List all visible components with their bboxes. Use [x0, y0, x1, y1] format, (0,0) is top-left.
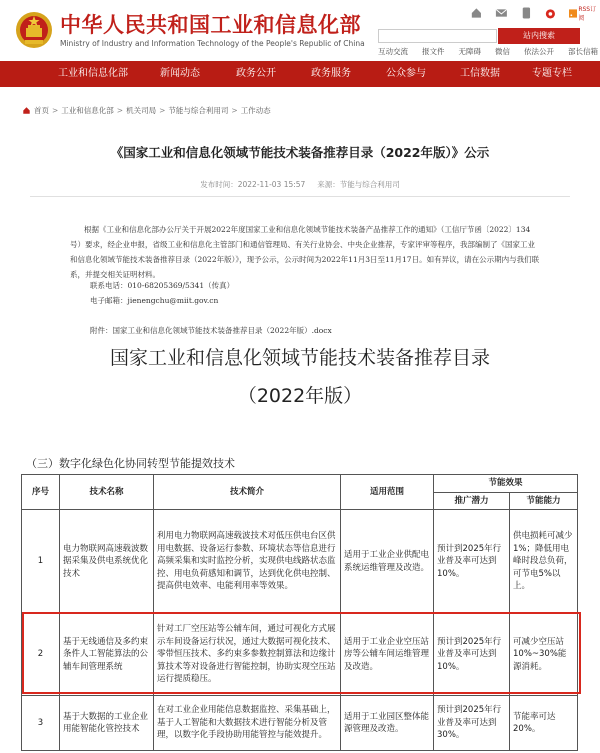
header-name: 技术名称 [60, 475, 154, 510]
divider [30, 196, 570, 197]
article-title: 《国家工业和信息化领域节能技术装备推荐目录（2022年版）》公示 [110, 145, 490, 160]
header-effect: 节能效果 [434, 475, 578, 493]
quick-link[interactable]: 互动交流 [378, 47, 408, 56]
cell-capability: 供电损耗可减少1%；降低用电峰时段总负荷，可节电5%以上。 [510, 510, 578, 614]
section-heading: （三）数字化绿色化协同转型节能提效技术 [26, 457, 235, 470]
article-body: 根据《工业和信息化部办公厅关于开展2022年度国家工业和信息化领域节能技术装备产品推荐工作的通知》（工信厅节函〔2022〕134号）要求，经企业申报，省级工业和信息化主管部门和通信管理局、有关行业协会、中央企业推荐，专家评审等程序，我部编制了《国家工业和信息化领域节能技术装备推荐目录（2022年版）》，现予公示，公示时间为2022年11月3日至11月17日。如有异议，请在公示期内与我们联系，并提交相关证明材料。 [70, 225, 540, 279]
site-search-button[interactable]: 站内搜索 [498, 28, 580, 44]
quick-links [378, 46, 598, 57]
breadcrumb-item[interactable]: 工作动态 [240, 106, 271, 115]
app-icon[interactable] [520, 6, 533, 20]
cell-intro: 针对工厂空压站等公辅车间，通过可视化方式展示车间设备运行状况，通过大数据可视化技术、零带恒压技术、多约束多参数控制算法和边缘计算技术等对设备进行智能控制，协助实现空压站运行提质稳压。 [154, 614, 341, 696]
cell-name: 基于大数据的工业企业用能智能化管控技术 [60, 696, 154, 751]
table-row [22, 614, 578, 696]
chevron-right-icon: > [231, 106, 238, 115]
quick-link[interactable]: 无障碍 [458, 47, 481, 56]
site-subtitle: Ministry of Industry and Information Technology of the People's Republic of China [60, 39, 365, 48]
publish-date: 发布时间：2022-11-03 15:57 [200, 180, 306, 189]
cell-name: 基于无线通信及多约束条件人工智能算法的公辅车间管理系统 [60, 614, 154, 696]
header-potential: 推广潜力 [434, 492, 510, 510]
rss-icon [569, 9, 577, 18]
site-title[interactable]: 中华人民共和国工业和信息化部 [60, 13, 361, 37]
cell-name: 电力物联网高速载波数据采集及供电系统优化技术 [60, 510, 154, 614]
breadcrumb [22, 105, 271, 116]
header-capability: 节能能力 [510, 492, 578, 510]
nav-item-gov-affairs[interactable]: 政务公开 [236, 68, 276, 79]
document-title: 国家工业和信息化领域节能技术装备推荐目录 [109, 347, 490, 369]
cell-potential: 预计到2025年行业普及率可达到10%。 [434, 614, 510, 696]
quick-link[interactable]: 微信 [495, 47, 510, 56]
nav-item-public[interactable]: 公众参与 [386, 68, 426, 79]
cell-scope: 适用于工业企业供配电系统运维管理及改造。 [341, 510, 434, 614]
cell-capability: 节能率可达20%。 [510, 696, 578, 751]
header-intro: 技术简介 [154, 475, 341, 510]
chevron-right-icon: > [116, 106, 124, 115]
top-icon-bar [470, 4, 600, 22]
contact-email: 电子邮箱：jienengchu@miit.gov.cn [90, 296, 219, 305]
header-scope: 适用范围 [341, 475, 434, 510]
mail-icon[interactable] [495, 6, 508, 20]
rss-link[interactable] [569, 4, 600, 22]
chevron-right-icon: > [52, 106, 59, 115]
nav-item-gov-services[interactable]: 政务服务 [311, 68, 351, 79]
technology-table [21, 474, 578, 751]
cell-potential: 预计到2025年行业普及率可达到10%。 [434, 510, 510, 614]
nav-item-data[interactable]: 工信数据 [460, 68, 500, 79]
article-source: 来源：节能与综合利用司 [317, 180, 400, 189]
cell-no: 2 [22, 614, 60, 696]
contact-phone: 联系电话：010-68205369/5341（传真） [90, 281, 235, 290]
breadcrumb-item[interactable]: 首页 [34, 106, 49, 115]
document-subtitle: （2022年版） [237, 385, 363, 407]
home-icon [22, 106, 31, 115]
attachment-link[interactable]: 附件：国家工业和信息化领域节能技术装备推荐目录（2022年版）.docx [90, 326, 332, 335]
national-emblem-icon[interactable] [15, 10, 53, 50]
quick-link[interactable]: 依法公开 [524, 47, 554, 56]
chevron-right-icon: > [159, 106, 166, 115]
cell-scope: 适用于工业企业空压站房等公辅车间运维管理及改造。 [341, 614, 434, 696]
table-row [22, 696, 578, 751]
home-icon[interactable] [470, 6, 483, 20]
cell-no: 3 [22, 696, 60, 751]
cell-intro: 在对工业企业用能信息数据监控、采集基础上，基于人工智能和大数据技术进行智能分析及管理，以数字化手段协助用能管控与能效提升。 [154, 696, 341, 751]
header-no: 序号 [22, 475, 60, 510]
nav-item-news[interactable]: 新闻动态 [160, 68, 200, 79]
main-nav [0, 61, 600, 87]
breadcrumb-item[interactable]: 机关司局 [126, 106, 157, 115]
cell-no: 1 [22, 510, 60, 614]
quick-link[interactable]: 部长信箱 [568, 47, 598, 56]
site-header [0, 0, 600, 61]
table-row [22, 510, 578, 614]
weibo-icon[interactable] [544, 6, 557, 20]
cell-capability: 可减少空压站10%~30%能源消耗。 [510, 614, 578, 696]
cell-intro: 利用电力物联网高速载波技术对低压供电台区供用电数据、设备运行参数、环境状态等信息进行高频采集和实时监控分析，实现供电线路状态监控、用电负荷感知和调节，达到优化供电控制、提高供电效率、电能利用率等效果。 [154, 510, 341, 614]
nav-item-topics[interactable]: 专题专栏 [532, 68, 572, 79]
site-search-input[interactable] [378, 29, 497, 43]
rss-label: RSS订阅 [578, 6, 597, 22]
cell-potential: 预计到2025年行业普及率可达到30%。 [434, 696, 510, 751]
article-meta [0, 179, 600, 190]
breadcrumb-item[interactable]: 节能与综合利用司 [168, 106, 229, 115]
nav-item-ministry[interactable]: 工业和信息化部 [58, 68, 128, 79]
quick-link[interactable]: 报文件 [422, 47, 445, 56]
breadcrumb-item[interactable]: 工业和信息化部 [61, 106, 114, 115]
cell-scope: 适用于工业园区整体能源管理及改造。 [341, 696, 434, 751]
